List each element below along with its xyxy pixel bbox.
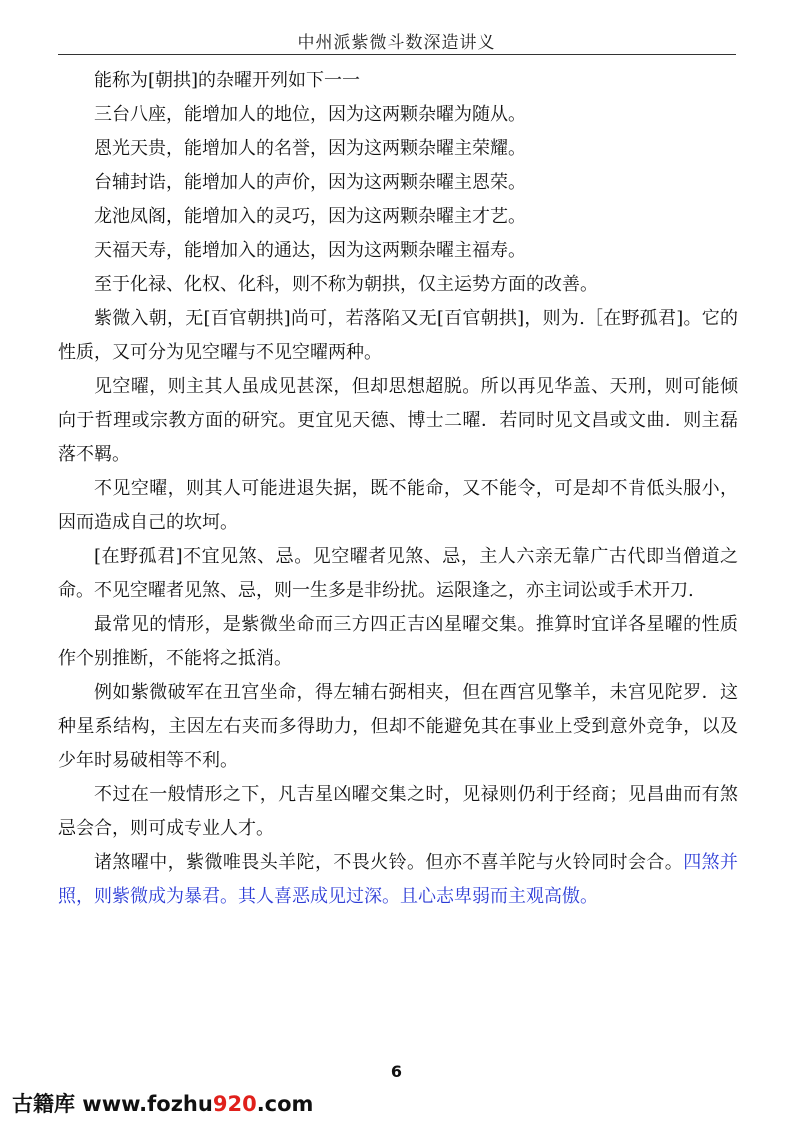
paragraph: 不见空曜，则其人可能进退失据，既不能命，又不能令，可是却不肯低头服小，因而造成自己的坎坷。	[58, 478, 738, 533]
header-divider	[58, 54, 736, 55]
last-paragraph	[58, 846, 738, 914]
paragraph: 见空曜，则主其人虽成见甚深，但却思想超脱。所以再见华盖、天刑，则可能倾向于哲理或宗教方面的研究。更宜见天德、博士二曜．若同时见文昌或文曲．则主磊落不羁。	[58, 376, 738, 465]
document-body	[58, 64, 738, 914]
paragraph: 台辅封诰，能增加人的声价，因为这两颗杂曜主恩荣。	[94, 172, 526, 193]
watermark-domain: .com	[256, 1092, 314, 1116]
highlighted-text: 四煞并照，则紫微成为暴君。其人喜恶成见过深。且心志卑弱而主观高傲。	[58, 852, 739, 907]
paragraph: 不过在一般情形之下，凡吉星凶曜交集之时，见禄则仍利于经商；见昌曲而有煞忌会合，则可成专业人才。	[58, 784, 738, 839]
watermark-text: 古籍库 www.fozhu	[12, 1092, 213, 1116]
paragraph: 最常见的情形，是紫微坐命而三方四正吉凶星曜交集。推算时宜详各星曜的性质作个别推断，不能将之抵消。	[58, 614, 738, 669]
page-header-title: 中州派紫微斗数深造讲义	[297, 33, 496, 53]
paragraph: 紫微入朝，无[百官朝拱]尚可，若落陷又无[百官朝拱]，则为.［在野孤君]。它的性质，又可分为见空曜与不见空曜两种。	[58, 308, 738, 363]
watermark-number: 920	[212, 1092, 257, 1116]
paragraph: 天福天寿，能增加入的通达，因为这两颗杂曜主福寿。	[94, 240, 526, 261]
paragraph: 至于化禄、化权、化科，则不称为朝拱，仅主运势方面的改善。	[94, 274, 598, 295]
paragraph: [在野孤君]不宜见煞、忌。见空曜者见煞、忌，主人六亲无靠广古代即当僧道之命。不见空曜者见煞、忌，则一生多是非纷扰。运限逢之，亦主词讼或手术开刀.	[58, 546, 738, 601]
paragraph: 能称为[朝拱]的杂曜开列如下一一	[94, 70, 361, 91]
paragraph: 三台八座，能增加人的地位，因为这两颗杂曜为随从。	[94, 104, 526, 125]
paragraph: 龙池凤阁，能增加入的灵巧，因为这两颗杂曜主才艺。	[94, 206, 526, 227]
paragraph: 例如紫微破军在丑宫坐命，得左辅右弼相夹，但在酉宫见擎羊，未宫见陀罗．这种星系结构，主因左右夹而多得助力，但却不能避免其在事业上受到意外竞争，以及少年时易破相等不利。	[58, 682, 738, 771]
footer-watermark-link[interactable]	[12, 1088, 313, 1118]
paragraph-text: 诸煞曜中，紫微唯畏头羊陀，不畏火铃。但亦不喜羊陀与火铃同时会合。	[94, 852, 684, 873]
paragraph: 恩光天贵，能增加人的名誉，因为这两颗杂曜主荣耀。	[94, 138, 526, 159]
page-number: 6	[390, 1062, 403, 1081]
